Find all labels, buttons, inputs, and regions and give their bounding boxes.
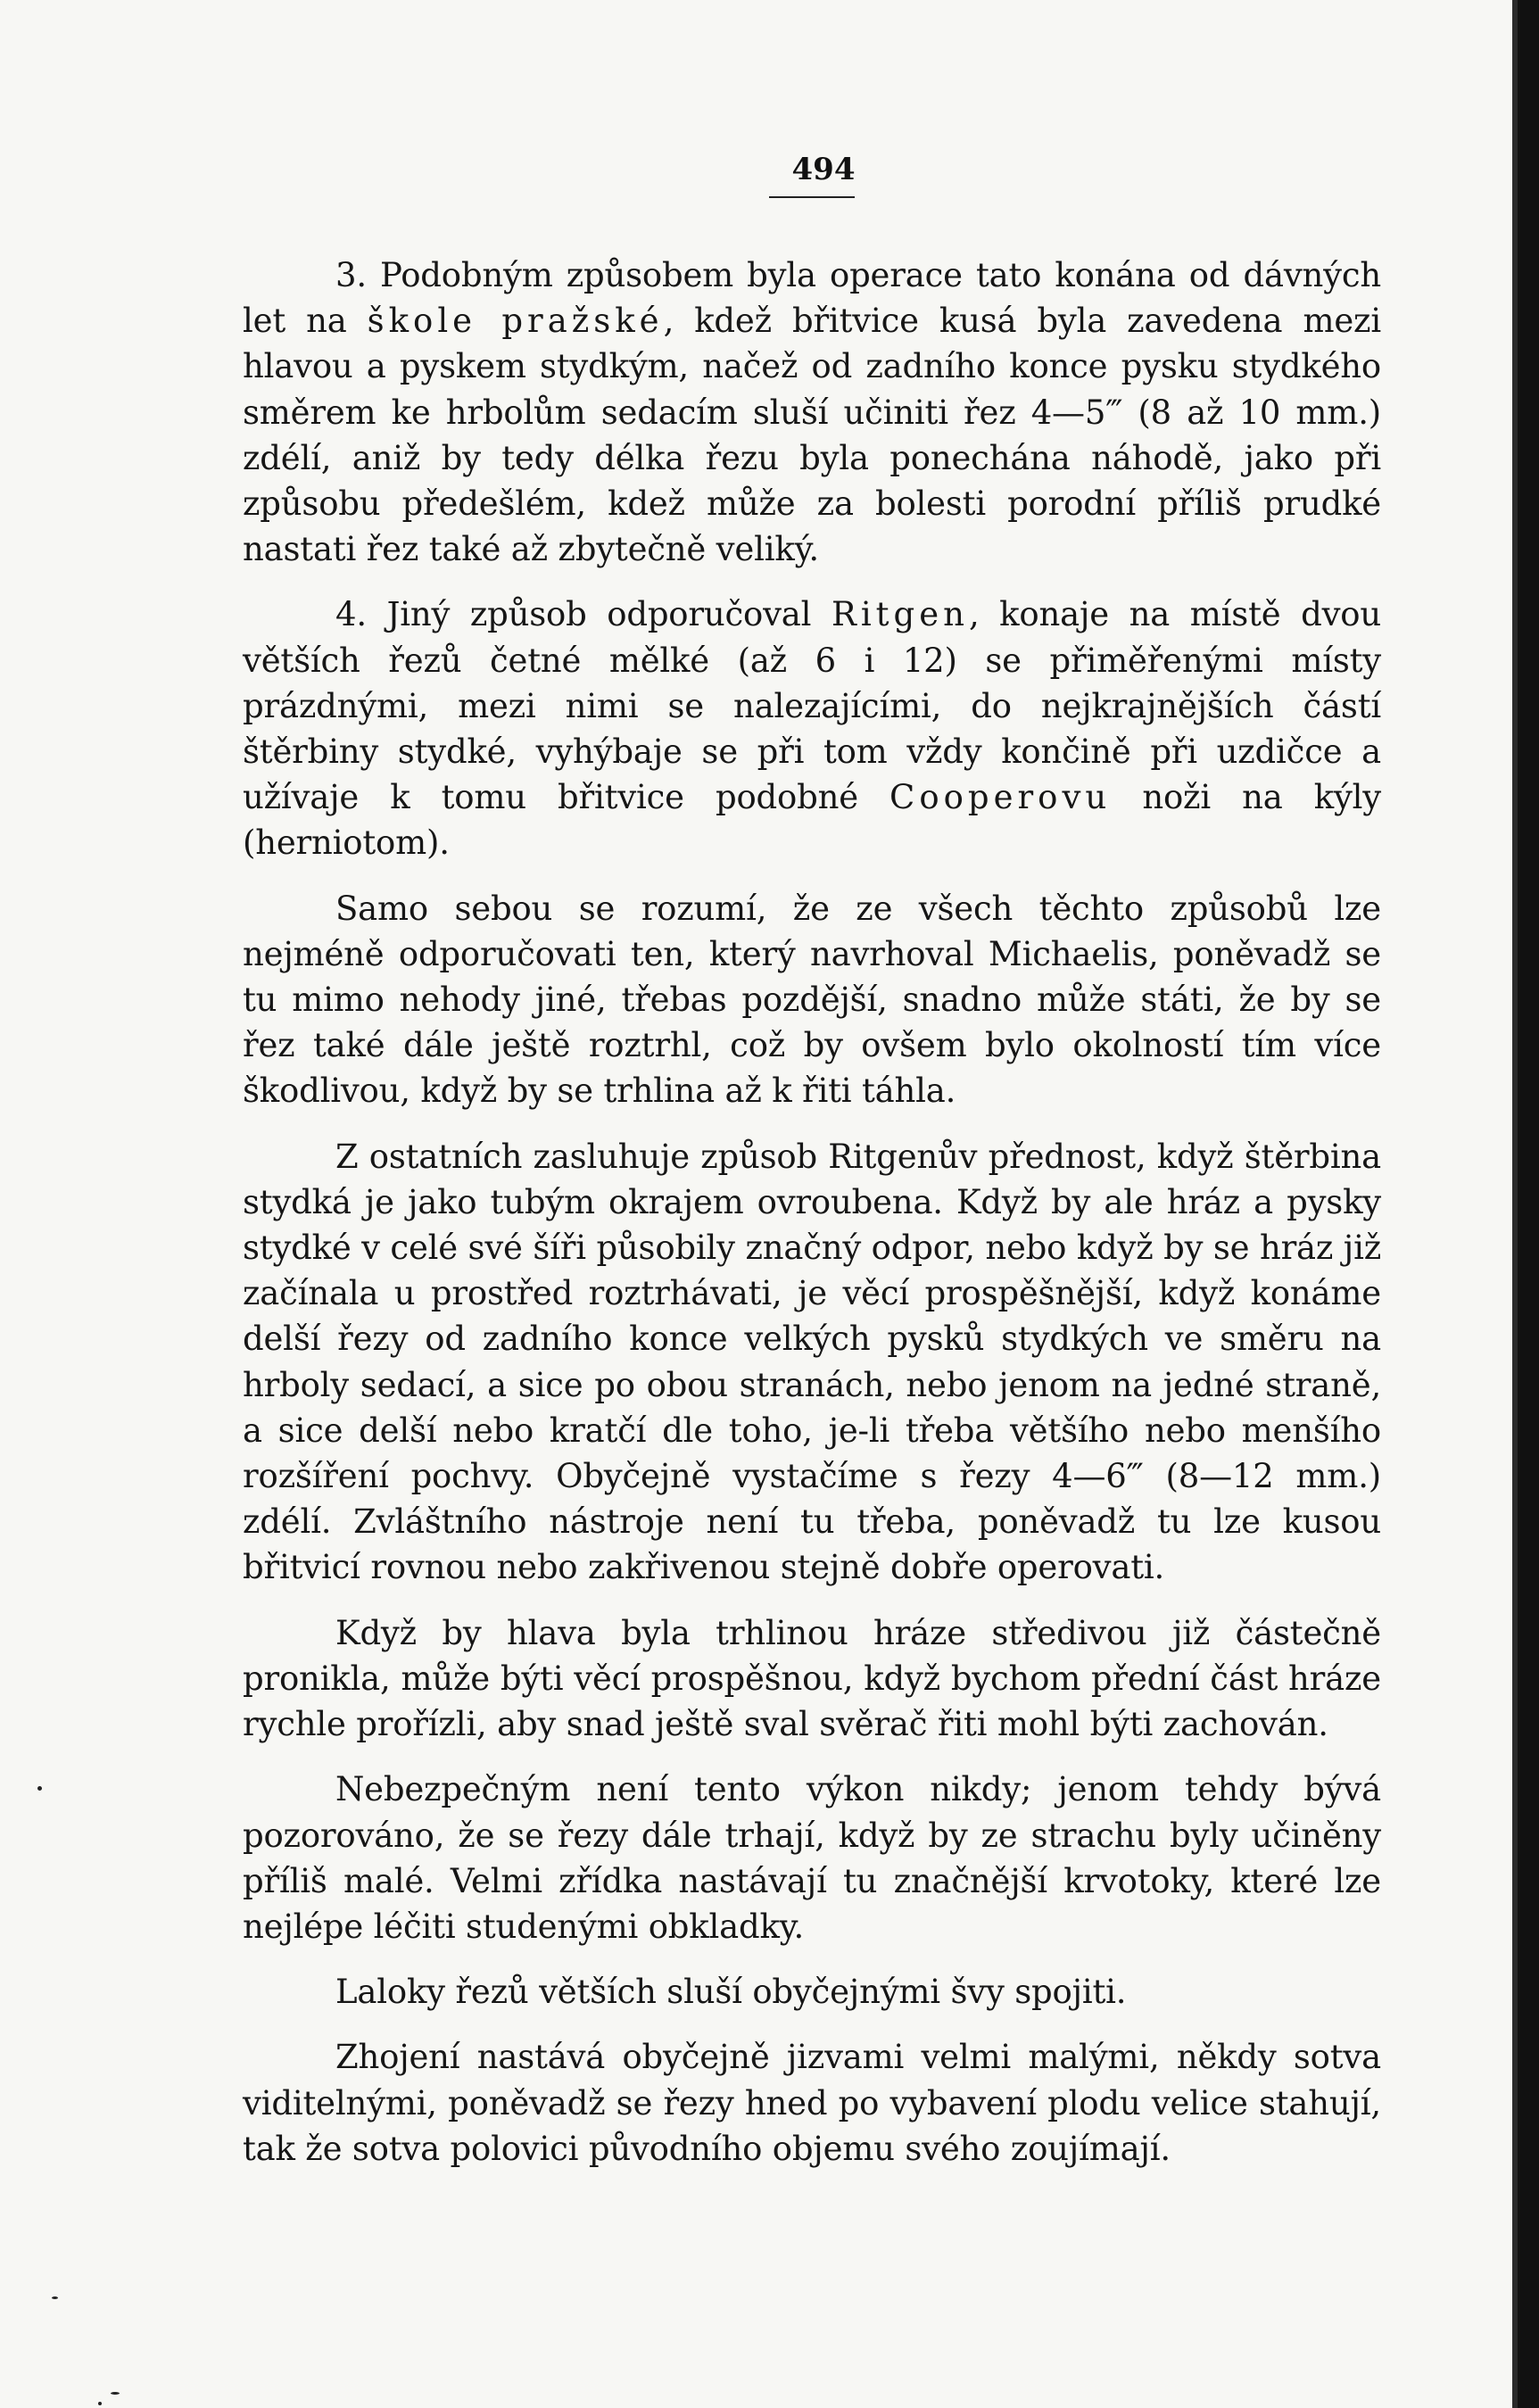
- paragraph-2: [243, 592, 1381, 865]
- paragraph-1-text-b: , kdež břitvice kusá byla zavedena mezi hlavou a pyskem stydkým, načež od zadního konce pysku stydkého směrem ke hrbolům sedacím sluší učiniti řez 4—5‴ (8 až 10 mm.) zdélí, aniž by tedy délka řezu byla ponechána náhodě, jako při způsobu předešlém, kdež může za bolesti porodní příliš prudké nastati řez také až zbytečně veliký.: [243, 302, 1381, 569]
- paragraph-2-text-c: noži na kýly (herniotom).: [243, 778, 1381, 863]
- scan-speck: [37, 1786, 42, 1791]
- text-column: [243, 252, 1381, 2191]
- scan-speck: [52, 2296, 58, 2299]
- paragraph-4: Z ostatních zasluhuje způsob Ritgenův přednost, když štěrbina stydká je jako tubým okrajem ovroubena. Když by ale hráz a pysky stydké v celé své šíři působily značný odpor, nebo když by se hráz již začínala u prostřed roztrhávati, je věcí prospěšnější, když konáme delší řezy od zadního konce velkých pysků stydkých ve směru na hrboly sedací, a sice po obou stranách, nebo jenom na jedné straně, a sice delší nebo kratčí dle toho, je-li třeba většího nebo menšího rozšíření pochvy. Obyčejně vystačíme s řezy 4—6‴ (8—12 mm.) zdélí. Zvláštního nástroje není tu třeba, poněvadž tu lze kusou břitvicí rovnou nebo zakřivenou stejně dobře operovati.: [243, 1137, 1381, 1587]
- paragraph-6: Nebezpečným není tento výkon nikdy; jenom tehdy bývá pozorováno, že se řezy dále trhají, když by ze strachu byly učiněny příliš malé. Velmi zřídka nastávají tu značnější krvotoky, které lze nejlépe léčiti studenými obkladky.: [243, 1770, 1381, 1946]
- page-number: 494: [791, 152, 856, 187]
- paragraph-5: Když by hlava byla trhlinou hráze středivou již částečně pronikla, může býti věcí prospěšnou, když bychom přední část hráze rychle prořízli, aby snad ještě sval svěrač řiti mohl býti zachován.: [243, 1613, 1381, 1744]
- scan-speck: [98, 2402, 102, 2405]
- paragraph-7: Laloky řezů větších sluší obyčejnými švy spojiti.: [335, 1973, 1127, 2012]
- paragraph-2-spaced: Ritgen: [831, 595, 969, 634]
- scan-edge: [1518, 0, 1539, 2408]
- paragraph-2-text-a: 4. Jiný způsob odporučoval: [335, 595, 832, 634]
- paragraph-1-spaced: škole pražské: [367, 302, 664, 341]
- paragraph-8: Zhojení nastává obyčejně jizvami velmi malými, někdy sotva viditelnými, poněvadž se řezy hned po vybavení plodu velice stahují, tak že sotva polovici původního objemu svého zoujímají.: [243, 2038, 1381, 2168]
- page-number-rule: [769, 196, 855, 198]
- paragraph-3: Samo sebou se rozumí, že ze všech těchto způsobů lze nejméně odporučovati ten, který navrhoval Michaelis, poněvadž se tu mimo nehody jiné, třebas pozdější, snadno může státi, že by se řez také dále ještě roztrhl, což by ovšem bylo okolností tím více škodlivou, když by se trhlina až k řiti táhla.: [243, 889, 1381, 1111]
- paragraph-2-spaced-2: Cooperovu: [889, 778, 1112, 817]
- paragraph-2-text-b: , konaje na místě dvou větších řezů četné mělké (až 6 i 12) se přiměřenými místy prázdnými, mezi nimi se nalezajícími, do nejkrajnějších částí štěrbiny stydké, vyhýbaje se při tom vždy končině při uzdičce a užívaje k tomu břitvice podobné: [243, 595, 1381, 817]
- scan-speck: [111, 2392, 120, 2395]
- paragraph-1-text-a: 3. Podobným způsobem byla operace tato konána od dávných let na: [243, 256, 1381, 341]
- paragraph-1: [243, 252, 1381, 572]
